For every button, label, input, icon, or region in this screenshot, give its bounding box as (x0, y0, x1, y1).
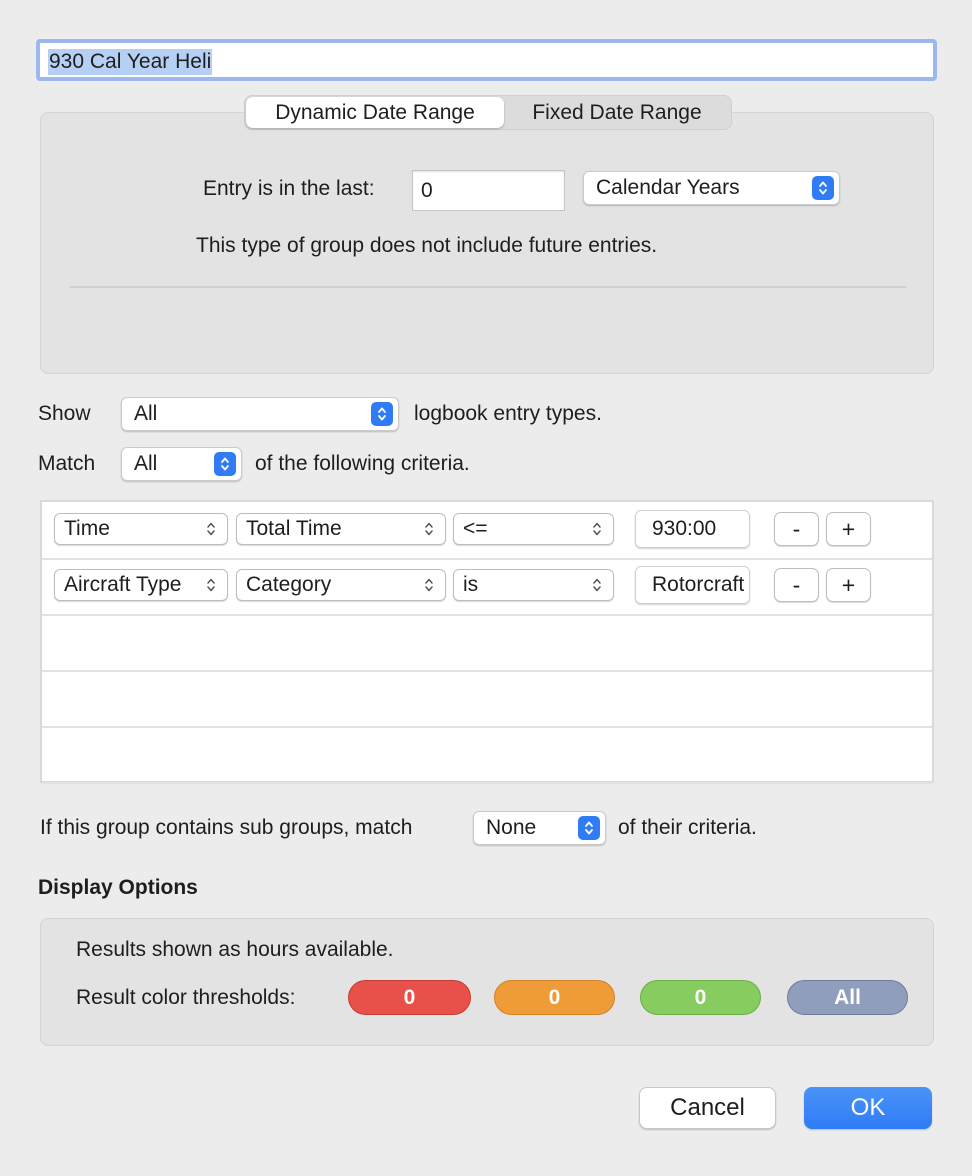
criteria-subfield-value: Category (246, 573, 332, 596)
criteria-subfield-value: Total Time (246, 517, 342, 540)
popup-arrows-icon (812, 176, 834, 200)
group-name-text: 930 Cal Year Heli (49, 49, 212, 73)
criteria-operator-value: is (463, 573, 479, 596)
criteria-row (42, 558, 932, 616)
threshold-orange-button[interactable]: 0 (494, 980, 615, 1015)
show-suffix-label: logbook entry types. (414, 402, 602, 425)
ok-button[interactable]: OK (804, 1087, 932, 1129)
color-thresholds-label: Result color thresholds: (76, 986, 296, 1009)
criteria-field-value: Time (64, 517, 110, 540)
date-range-segmented-control[interactable] (244, 95, 732, 130)
entry-in-last-label: Entry is in the last: (203, 177, 375, 200)
date-range-divider (70, 286, 906, 288)
match-label: Match (38, 452, 96, 475)
criteria-value-field[interactable] (635, 510, 750, 548)
results-shown-text: Results shown as hours available. (76, 938, 394, 961)
empty-criteria-row (42, 614, 932, 672)
date-unit-popup[interactable] (583, 171, 840, 205)
date-unit-value: Calendar Years (596, 176, 740, 199)
criteria-table (40, 500, 934, 783)
cancel-button[interactable]: Cancel (639, 1087, 776, 1129)
chevron-updown-icon (420, 577, 438, 593)
criteria-operator-popup[interactable] (453, 513, 614, 545)
empty-criteria-row (42, 726, 932, 784)
popup-arrows-icon (578, 816, 600, 840)
show-label: Show (38, 402, 91, 425)
criteria-value-text: Rotorcraft (652, 573, 745, 596)
criteria-field-value: Aircraft Type (64, 573, 182, 596)
tab-fixed-date-range[interactable]: Fixed Date Range (532, 100, 702, 124)
criteria-row (42, 502, 932, 560)
add-criteria-button[interactable]: + (826, 512, 871, 546)
criteria-field-popup[interactable] (54, 569, 228, 601)
subgroups-value: None (486, 816, 537, 839)
entry-in-last-input[interactable] (412, 170, 565, 211)
chevron-updown-icon (202, 521, 220, 537)
match-suffix-label: of the following criteria. (255, 452, 470, 475)
criteria-value-text: 930:00 (652, 517, 717, 540)
group-name-field[interactable] (36, 39, 937, 81)
show-value: All (134, 402, 158, 425)
threshold-red-button[interactable]: 0 (348, 980, 471, 1015)
match-value: All (134, 452, 158, 475)
chevron-updown-icon (588, 577, 606, 593)
criteria-subfield-popup[interactable] (236, 569, 446, 601)
popup-arrows-icon (214, 452, 236, 476)
empty-criteria-row (42, 670, 932, 728)
add-criteria-button[interactable]: + (826, 568, 871, 602)
tab-dynamic-date-range[interactable]: Dynamic Date Range (246, 97, 504, 128)
show-entry-types-popup[interactable] (121, 397, 399, 431)
threshold-green-button[interactable]: 0 (640, 980, 761, 1015)
future-entries-note: This type of group does not include future entries. (196, 234, 658, 257)
chevron-updown-icon (202, 577, 220, 593)
criteria-field-popup[interactable] (54, 513, 228, 545)
popup-arrows-icon (371, 402, 393, 426)
match-criteria-popup[interactable] (121, 447, 242, 481)
subgroups-suffix-label: of their criteria. (618, 816, 757, 839)
chevron-updown-icon (420, 521, 438, 537)
criteria-subfield-popup[interactable] (236, 513, 446, 545)
subgroups-prefix-label: If this group contains sub groups, match (40, 816, 413, 839)
subgroups-match-popup[interactable] (473, 811, 606, 845)
display-options-title: Display Options (38, 876, 198, 899)
criteria-operator-popup[interactable] (453, 569, 614, 601)
remove-criteria-button[interactable]: - (774, 512, 819, 546)
chevron-updown-icon (588, 521, 606, 537)
criteria-operator-value: <= (463, 517, 488, 540)
threshold-all-button[interactable]: All (787, 980, 908, 1015)
remove-criteria-button[interactable]: - (774, 568, 819, 602)
criteria-value-field[interactable] (635, 566, 750, 604)
entry-in-last-value: 0 (421, 178, 433, 202)
